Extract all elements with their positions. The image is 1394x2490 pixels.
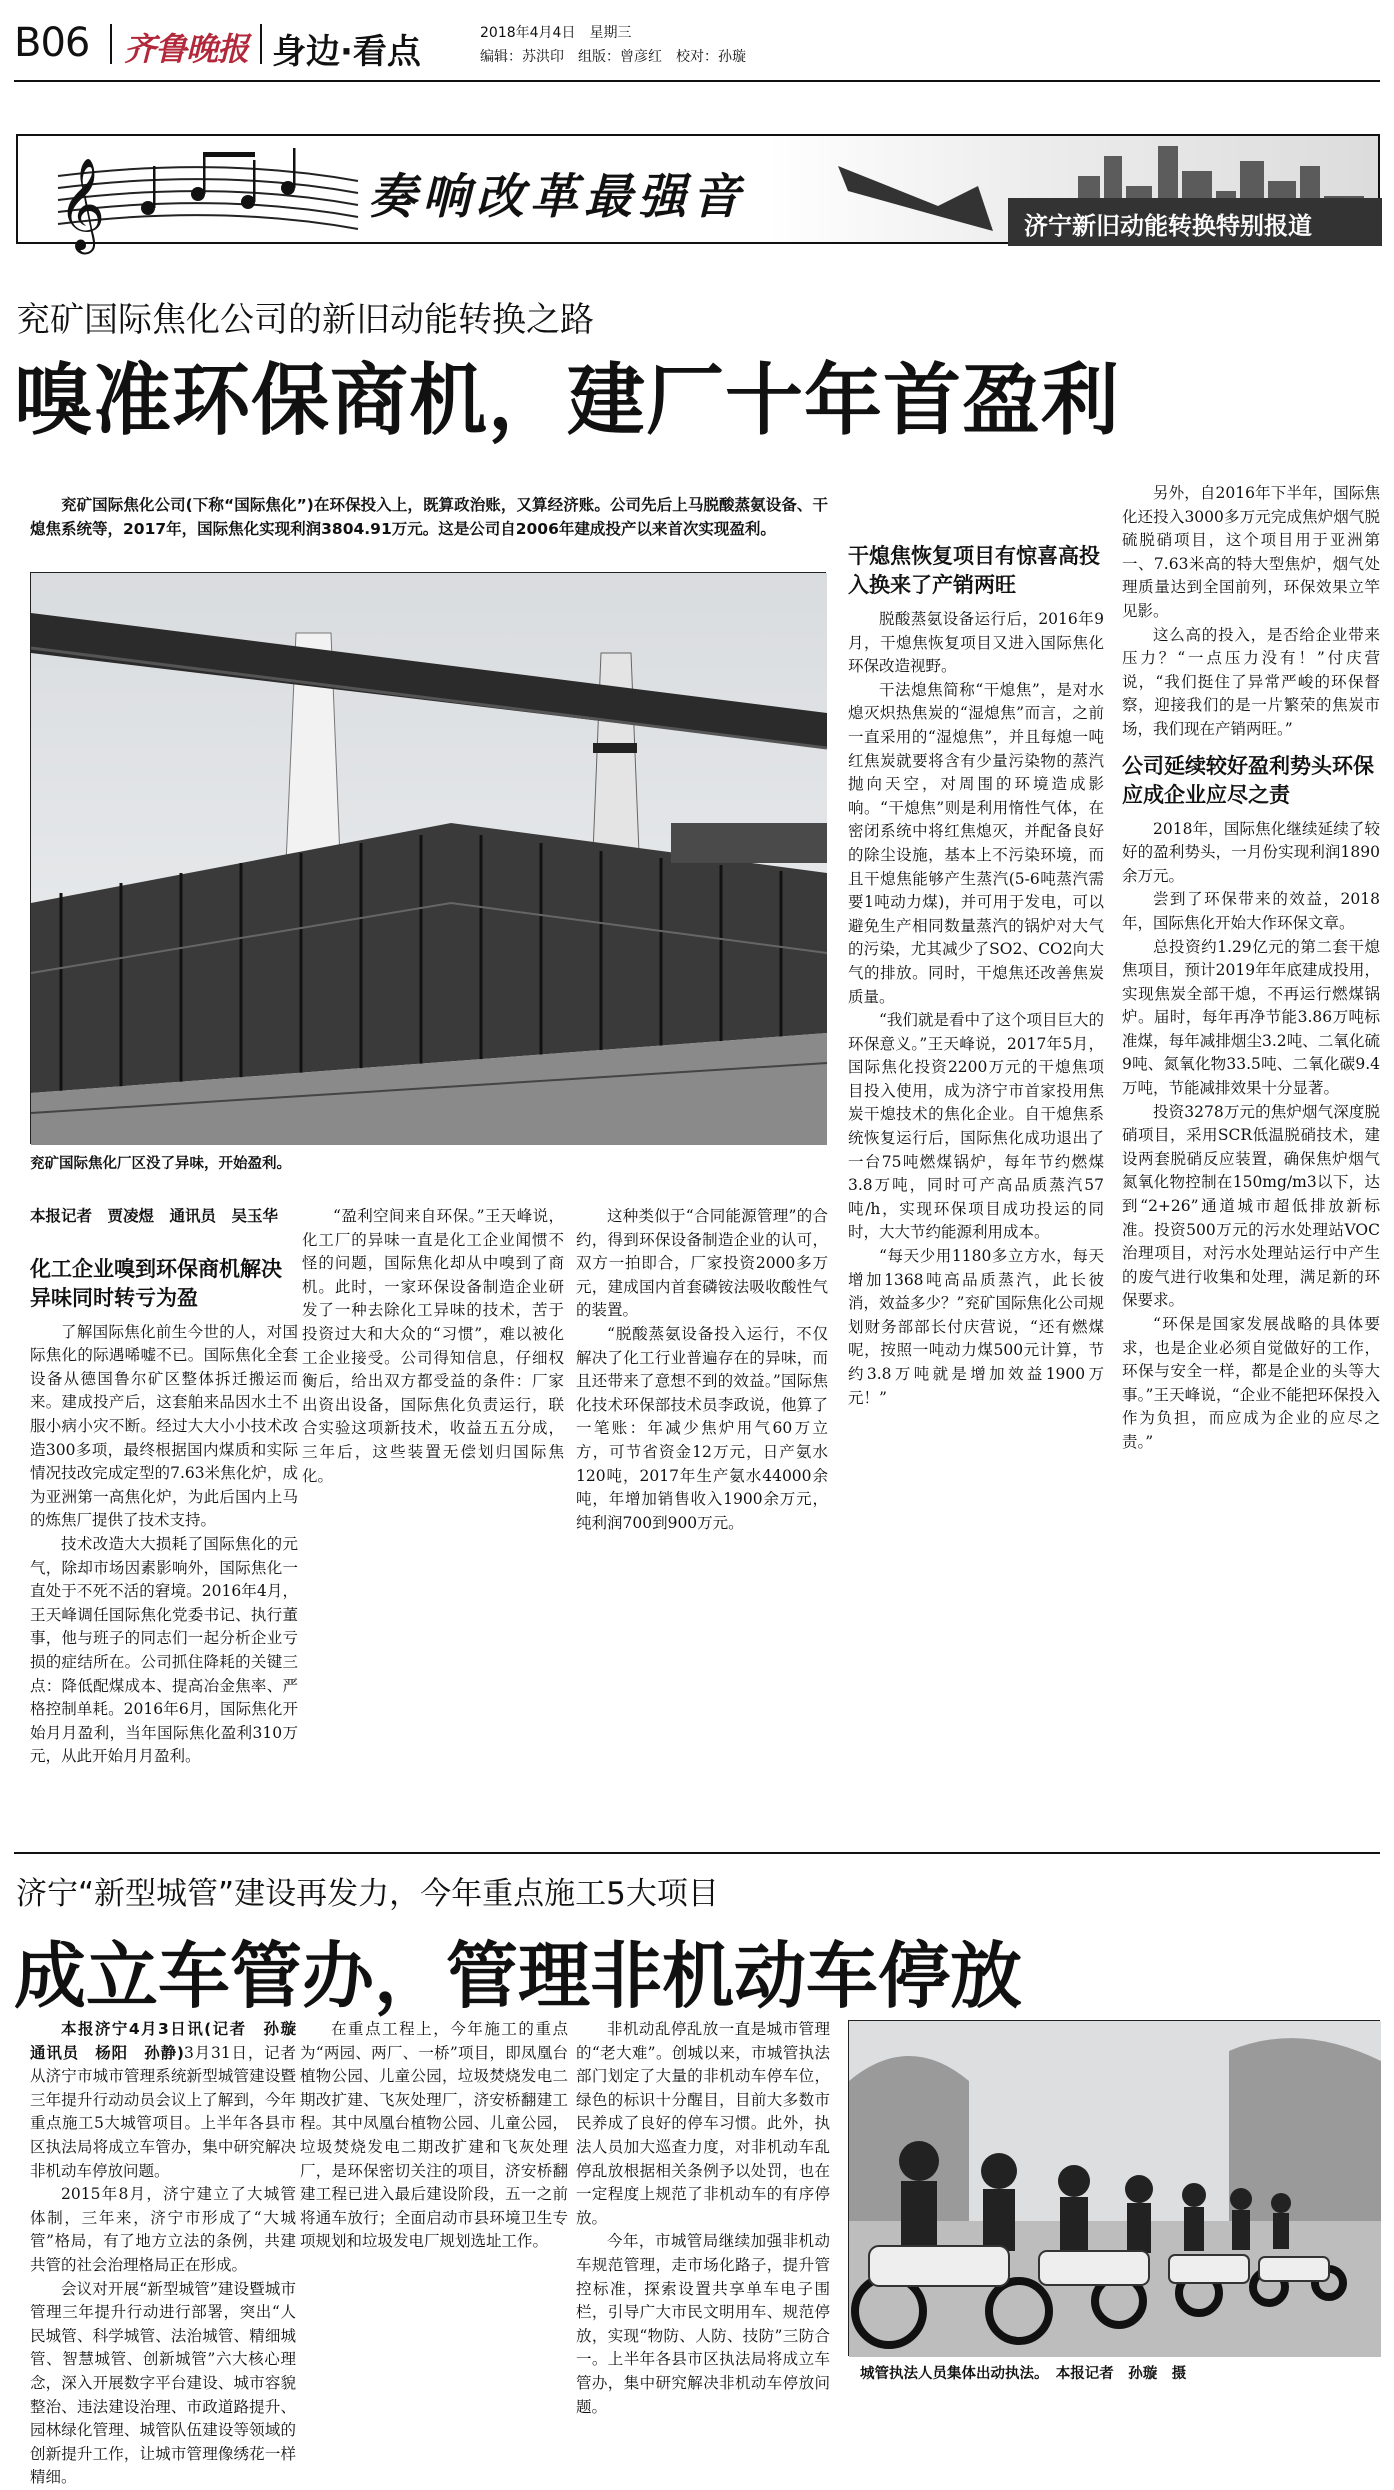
patrol-photo-caption: 城管执法人员集体出动执法。 本报记者 孙璇 摄 <box>860 2366 1187 2382</box>
article2-byline-para <box>30 2018 312 2183</box>
article1-para-10: 另外，自2016年下半年，国际焦化还投入3000多万元完成焦炉烟气脱硫脱硝项目，这个项目用于亚洲第一、7.63米高的特大型焦炉，烟气处理质量达到全国前列，环保效果立竿见影。 <box>1122 484 1380 620</box>
article1-para-9: “每天少用1180多立方水，每天增加1368吨高品质蒸汽，此长彼消，效益多少？”兖矿国际焦化公司规划财务部部长付庆营说，“还有燃煤呢，按照一吨动力煤500元计算，节约3.8万吨就是增加效益1900万元！” <box>848 1247 1104 1407</box>
factory-photo-caption: 兖矿国际焦化厂区没了异味，开始盈利。 <box>30 1156 291 1172</box>
article2-para-3: 会议对开展“新型城管”建设暨城市管理三年提升行动进行部署，突出“人民城管、科学城管、法治城管、精细城管、智慧城管、创新城管”六大核心理念，深入开展数字平台建设、城市容貌整治、违法建设治理、市政道路提升、园林绿化管理、城管队伍建设等领域的创新提升工作，让城市管理像绣花一样精细。 <box>30 2279 296 2487</box>
article2-byline: 本报济宁4月3日讯(记者 孙璇 通讯员 杨阳 孙静) <box>30 2020 312 2062</box>
patrol-illustration <box>849 2021 1381 2357</box>
header-separator-2 <box>260 24 262 64</box>
special-report-banner <box>16 134 1380 250</box>
article1-byline: 本报记者 贾凌煜 通讯员 吴玉华 <box>30 1207 279 1225</box>
article2-para-2: 2015年8月，济宁建立了大城管体制，三年来，济宁市形成了“大城管”格局，有了地方立法的条例，共建共管的社会治理格局正在形成。 <box>30 2185 296 2274</box>
article1-para-16: “环保是国家发展战略的具体要求，也是企业必须自觉做好的工作，环保与安全一样，都是企业的头等大事。”王天峰说，“企业不能把环保投入作为负担，而应成为企业的应尽之责。” <box>1122 1315 1380 1451</box>
article1-para-1: 了解国际焦化前生今世的人，对国际焦化的际遇唏嘘不已。国际焦化全套设备从德国鲁尔矿区整体拆迁搬运而来。建成投产后，这套舶来品因水土不服小病小灾不断。经过大大小小技术改造300多项，最终根据国内煤质和实际情况技改完成定型的7.63米焦化炉，成为亚洲第一高焦化炉，为此后国内上马的炼焦厂提供了技术支持。 <box>30 1322 298 1530</box>
article1-subhead-3: 公司延续较好盈利势头环保应成企业应尽之责 <box>1122 753 1374 807</box>
article1-para-6: 脱酸蒸氨设备运行后，2016年9月，干熄焦恢复项目又进入国际焦化环保改造视野。 <box>848 610 1104 676</box>
article2-kicker: 济宁“新型城管”建设再发力，今年重点施工5大项目 <box>16 1876 719 1912</box>
article1-para-11: 这么高的投入，是否给企业带来压力？“一点压力没有！”付庆营说，“我们挺住了异常严峻的环保督察，迎接我们的是一片繁荣的焦炭市场，我们现在产销两旺。” <box>1122 625 1380 738</box>
article1-para-4: 这种类似于“合同能源管理”的合约，得到环保设备制造企业的认可，双方一拍即合，厂家投资2000多万元，建成国内首套磷铵法吸收酸性气的装置。 <box>576 1207 828 1320</box>
article1-col-c <box>576 1205 828 1845</box>
article1-para-13: 尝到了环保带来的效益，2018年，国际焦化开始大作环保文章。 <box>1122 890 1380 932</box>
banner-special-label <box>1008 198 1382 246</box>
section-title: 身边·看点 <box>272 32 421 72</box>
banner-slogan: 奏响改革最强音 <box>368 169 747 225</box>
article2-para-6: 今年，市城管局继续加强非机动车规范管理，走市场化路子，提升管控标准，探索设置共享单车电子围栏，引导广大市民文明用车、规范停放，实现“物防、人防、技防”三防合一。上半年各县市区执法局将成立车管办，集中研究解决非机动车停放问题。 <box>576 2232 830 2416</box>
article1-para-12: 2018年，国际焦化继续延续了较好的盈利势头，一月份实现利润1890余万元。 <box>1122 819 1380 885</box>
banner-special-text: 济宁新旧动能转换特别报道 <box>1024 212 1312 240</box>
article2-para-4: 在重点工程上，今年施工的重点为“两园、两厂、一桥”项目，即凤凰台植物公园、儿童公园，垃圾焚烧发电二期改扩建、飞灰处理厂，济安桥翻建工程。其中凤凰台植物公园、儿童公园，垃圾焚烧发电二期改扩建和飞灰处理厂，是环保密切关注的项目，济安桥翻建工程已进入最后建设阶段，五一之前将通车放行；全面启动市县环境卫生专项规划和垃圾发电厂规划选址工作。 <box>300 2020 568 2251</box>
lead-text: 兖矿国际焦化公司(下称“国际焦化”)在环保投入上，既算政治账，又算经济账。公司先后上马脱酸蒸氨设备、干熄焦系统等，2017年，国际焦化实现利润3804.91万元。这是公司自2006年建成投产以来首次实现盈利。 <box>30 496 828 538</box>
article1-lead <box>30 494 828 570</box>
article1-col-e <box>1122 482 1380 1844</box>
newspaper-logo: 齐鲁晚报 <box>124 30 249 68</box>
article1-col-b <box>302 1205 564 1845</box>
svg-text:𝄞: 𝄞 <box>58 157 106 250</box>
patrol-photo <box>848 2020 1380 2356</box>
header-rule <box>14 80 1380 82</box>
article1-col-d <box>848 482 1104 1844</box>
article1-subhead-1: 化工企业嗅到环保商机解决异味同时转亏为盈 <box>30 1256 282 1310</box>
article2-col-b <box>300 2018 568 2388</box>
issue-date: 2018年4月4日 星期三 <box>480 25 632 41</box>
article1-para-2a: 技术改造大大损耗了国际焦化的元气，除却市场因素影响外，国际焦化一直处于不死不活的窘境。2016年4月，王天峰调任国际焦化党委书记、执行董事，他与班子的同志们一起分析企业亏损的症结所在。公司抓住降耗的关键三点：降低配煤成本、提高冶金焦率、严格控制单耗。2016年6月，国际焦化开始月月盈利，当年国际焦化盈利310万元，从此开始月月盈利。 <box>30 1534 298 1766</box>
header-separator <box>110 24 112 64</box>
factory-photo <box>30 572 826 1144</box>
page-number: B06 <box>14 20 90 66</box>
article-separator <box>14 1852 1380 1854</box>
article2-para-1: 3月31日，记者从济宁市城市管理系统新型城管建设暨三年提升行动动员会议上了解到，今年重点施工5大城管项目。上半年各县市区执法局将成立车管办，集中研究解决非机动车停放问题。 <box>30 2043 296 2180</box>
article2-title: 成立车管办，管理非机动车停放 <box>14 1934 1023 2018</box>
trumpet-graphic <box>838 166 993 231</box>
article1-para-15: 投资3278万元的焦炉烟气深度脱硝项目，采用SCR低温脱硝技术，建设两套脱硝反应装置，确保焦炉烟气氮氧化物控制在150mg/m3以下，达到“2+26”通道城市超低排放新标准。投资500万元的污水处理站VOC治理项目，对污水处理站运行中产生的废气进行收集和处理，满足新的环保要求。 <box>1122 1102 1380 1310</box>
article2-para-5: 非机动乱停乱放一直是城市管理的“老大难”。创城以来，市城管执法部门划定了大量的非机动车停车位，绿色的标识十分醒目，目前大多数市民养成了良好的停车习惯。此外，执法人员加大巡查力度，对非机动车乱停乱放根据相关条例予以处罚，也在一定程度上规范了非机动车的有序停放。 <box>576 2020 830 2227</box>
article1-para-14: 总投资约1.29亿元的第二套干熄焦项目，预计2019年年底建成投用，实现焦炭全部干熄，不再运行燃煤锅炉。届时，每年再净节能3.86万吨标准煤，每年减排烟尘3.2吨、二氧化硫9吨、氮氧化物33.5吨、二氧化碳9.4万吨，节能减排效果十分显著。 <box>1122 937 1380 1098</box>
article1-col-a <box>30 1205 298 1845</box>
article1-title: 嗅准环保商机，建厂十年首盈利 <box>14 356 1121 446</box>
article2-col-c <box>576 2018 830 2416</box>
article1-para-5: “脱酸蒸氨设备投入运行，不仅解决了化工行业普遍存在的异味，而且还带来了意想不到的效益。”国际焦化技术环保部技术员李政说，他算了一笔账：年减少焦炉用气60万立方，可节省资金12万元，日产氨水120吨，2017年生产氨水44000余吨，年增加销售收入1900余万元，纯利润700到900万元。 <box>576 1324 828 1532</box>
article1-para-3: “盈利空间来自环保。”王天峰说，化工厂的异味一直是化工企业闻惯不怪的问题，国际焦化却从中嗅到了商机。此时，一家环保设备制造企业研发了一种去除化工异味的技术，苦于投资过大和大众的“习惯”，难以被化工企业接受。公司得知信息，仔细权衡后，给出双方都受益的条件：厂家出资出设备，国际焦化负责运行，联合实验这项新技术，收益五五分成，三年后，这些装置无偿划归国际焦化。 <box>302 1207 564 1485</box>
article1-para-8: “我们就是看中了这个项目巨大的环保意义。”王天峰说，2017年5月，国际焦化投资2200万元的干熄焦项目投入使用，成为济宁市首家投用焦炭干熄技术的焦化企业。自干熄焦系统恢复运行后，国际焦化成功退出了一台75吨燃煤锅炉，每年节约燃煤3.8万吨，同时可产高品质蒸汽57吨/h，实现环保项目成功投运的同时，大大节约能源利用成本。 <box>848 1011 1104 1242</box>
article1-kicker: 兖矿国际焦化公司的新旧动能转换之路 <box>16 300 594 340</box>
article1-subhead-2: 干熄焦恢复项目有惊喜高投入换来了产销两旺 <box>848 544 1100 597</box>
article2-col-a <box>30 2018 312 2487</box>
article1-para-7: 干法熄焦简称“干熄焦”，是对水熄灭炽热焦炭的“湿熄焦”而言，之前一直采用的“湿熄焦”，并且每熄一吨红焦炭就要将含有少量污染物的蒸汽抛向天空，对周围的环境造成影响。“干熄焦”则是利用惰性气体，在密闭系统中将红焦熄灭，并配备良好的除尘设施，基本上不污染环境，而且干熄焦能够产生蒸汽(5-6吨蒸汽需要1吨动力煤)，并可用于发电，可以避免生产相同数量蒸汽的锅炉对大气的污染，尤其减少了SO2、CO2向大气的排放。同时，干熄焦还改善焦炭质量。 <box>848 680 1104 1006</box>
editor-credits: 编辑：苏洪印 组版：曾彦红 校对：孙璇 <box>480 49 746 65</box>
factory-illustration <box>31 573 827 1145</box>
